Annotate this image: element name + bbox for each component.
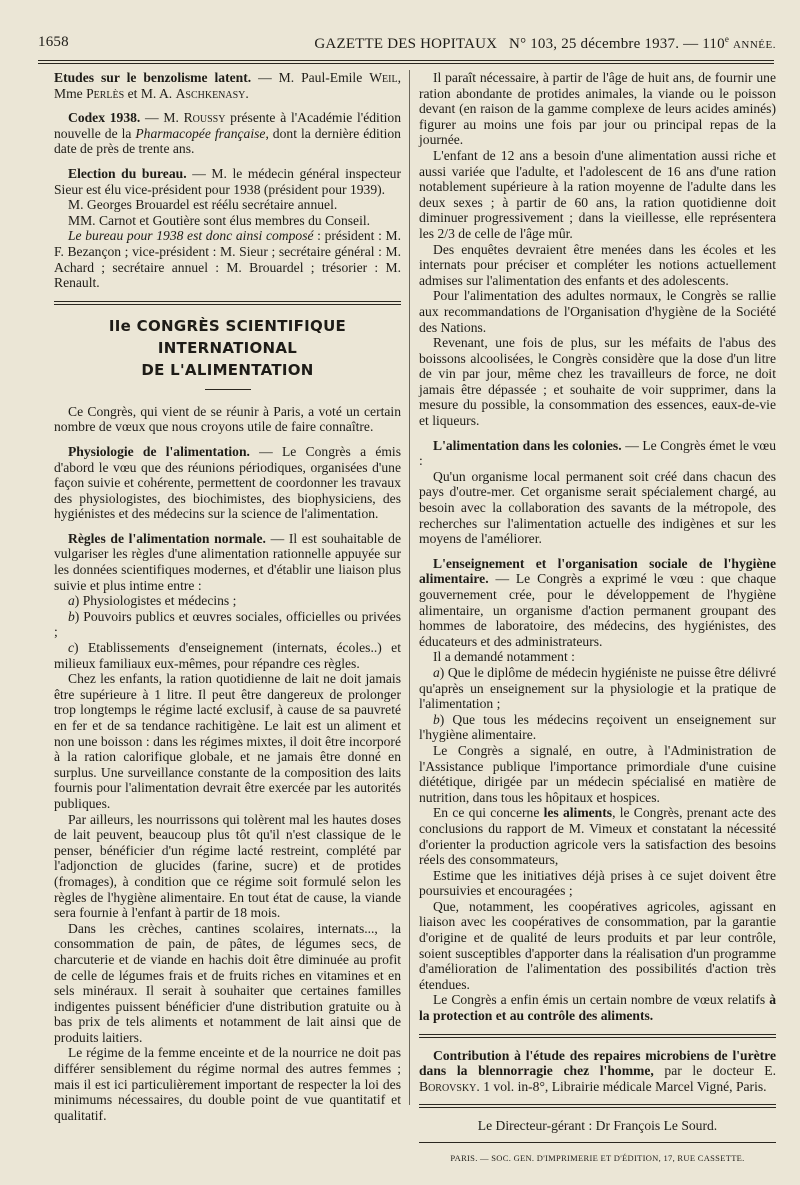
header-rule (38, 60, 774, 61)
intro-paragraph: Ce Congrès, qui vient de se réunir à Paris, a voté un certain nombre de vœux que nous croyons utile de faire connaître. (54, 403, 401, 435)
enfin-bold: à la protection et au contrôle des aliments. (419, 992, 776, 1024)
enseignement-title: L'enseignement et l'organisation sociale de l'hygiène alimentaire. (419, 555, 776, 587)
adultes-paragraph: Pour l'alimentation des adultes normaux, le Congrès se rallie aux recommandations de l'Organisation d'hygiène de la Société des Nations. (419, 288, 776, 335)
regles-a-letter: a (68, 593, 75, 609)
issue-sup: e (724, 34, 730, 44)
physio-text: — Le Congrès a émis d'abord le vœu que des réunions périodiques, organisées d'une façon suivie et cohérente, permettent de coordonner les travaux des physiologistes, des biochimistes, des biophysiciens, des hygiénistes et des médecins sur la science de l'alimentation. (54, 443, 401, 522)
enquetes-paragraph: Des enquêtes devraient être menées dans les écoles et les internats pour préciser et compléter les notions actuellement admises sur l'alimentation des enfants et des adolescents. (419, 241, 776, 288)
election-p4 (54, 228, 401, 290)
aliments-text-2: , le Congrès, prenant acte des conclusions du rapport de M. Vimeux et constatant la nécessité d'orienter la production agricole vers la satisfaction des besoins réels des consommateurs, (419, 805, 777, 868)
demande-item-a (419, 665, 776, 712)
codex-text-2: présente à l'Académie l'édition nouvelle de la (54, 110, 401, 141)
benzolisme-name-2: Perlès (86, 85, 125, 101)
demande-a-text: ) Que le diplôme de médecin hygiéniste ne puisse être délivré qu'après un enseignement sur la physiologie et la pratique de l'alimentation ; (419, 664, 776, 712)
demande-a-letter: a (433, 664, 440, 680)
contribution-entry (419, 1048, 776, 1095)
column-separator (409, 70, 410, 1105)
election-entry (54, 166, 401, 197)
benzolisme-name-1: Weil (369, 70, 398, 85)
election-title: Election du bureau. (68, 165, 187, 181)
demande-item-b (419, 712, 776, 743)
regles-item-b (54, 609, 401, 640)
benzolisme-entry (54, 70, 401, 101)
colonies-title: L'alimentation dans les colonies. (433, 437, 622, 453)
election-p4-rest: : président : M. F. Bezançon ; vice-président : M. Sieur ; secrétaire général : M. Achard ; secrétaire annuel : M. Brouardel ; trésorier : M. Renault. (54, 228, 401, 291)
demande-b-text: ) Que tous les médecins reçoivent un enseignement sur l'hygiène alimentaire. (419, 711, 776, 743)
enfin-paragraph (419, 992, 776, 1023)
benzolisme-text-4: . (245, 85, 249, 101)
physio-entry (54, 444, 401, 522)
age-paragraph: Il paraît nécessaire, à partir de l'âge de huit ans, de fournir une ration abondante de protides animales, la viande ou le poisson devant (en raison de la gamme complexe de leurs acides aminés) figurer au moins une fois par jour ou principal repas de la journée. (419, 70, 776, 148)
femme-paragraph: Le régime de la femme enceinte et de la nourrice ne doit pas différer sensiblement du régime normal des autres femmes ; mais il est ici particulièrement important de respecter la loi des minimums nécessaires, du double point de vue quantitatif et qualitatif. (54, 1045, 401, 1123)
election-p3: MM. Carnot et Goutière sont élus membres du Conseil. (68, 212, 371, 228)
benzolisme-title: Etudes sur le benzolisme latent. (54, 70, 252, 85)
signature-divider (419, 1104, 776, 1108)
colonies-text: — Le Congrès émet le vœu : (419, 437, 776, 469)
regles-b-letter: b (68, 608, 75, 624)
enfants-paragraph: Chez les enfants, la ration quotidienne de lait ne doit jamais être supérieure à 1 litre. Il peut être dangereux de prolonger trop longtemps le régime lacté exclusif, à cause de sa pauvreté en fer et de sa tendance rachitigène. Le lait est un aliment et non une boisson : dans les régimes mixtes, il doit être incorporé à la ration calorifique globale, et ne jamais être donné en surplus. Une surveillance constante de la composition des laits fournis pour l'alimentation devrait être exercée par les autorités publiques. (54, 671, 401, 811)
enseignement-text: — Le Congrès a exprimé le vœu : que chaque gouvernement crée, pour le développement de l'hygiène alimentaire, un organisme d'action permanent groupant des hommes de laboratoire, des médecins, des hygiénistes, des éducateurs et des administrateurs. (419, 571, 776, 649)
regles-title: Règles de l'alimentation normale. (68, 530, 266, 546)
section-title-line-1: IIe CONGRÈS SCIENTIFIQUE INTERNATIONAL (108, 316, 347, 357)
que-paragraph: Que, notamment, les coopératives agricoles, agissant en liaison avec les coopératives de consommation, par la garantie d'origine et de qualité de leurs produits et par leur contrôle, soient susceptibles d'apporter dans la réalisation d'un programme d'amélioration de l'alimentation des possibilités d'action très étendues. (419, 898, 776, 992)
regles-text: — Il est souhaitable de vulgariser les règles d'une alimentation rationnelle appuyée sur les données scientifiques modernes, et d'établir une liaison plus suivie et plus intime entre : (54, 530, 401, 593)
codex-name: Roussy (183, 110, 226, 126)
contribution-title: Contribution à l'étude des repaires microbiens de l'urètre dans la blennorragie chez l'homme, (419, 1047, 776, 1079)
enfin-text: Le Congrès a enfin émis un certain nombre de vœux relatifs (433, 992, 770, 1008)
header-rule-secondary (38, 63, 774, 64)
estime-paragraph: Estime que les initiatives déjà prises à ce sujet doivent être poursuivies et encouragées ; (419, 867, 776, 899)
codex-text-3: , dont la dernière édition date de près de trente ans. (54, 125, 401, 157)
alcool-paragraph: Revenant, une fois de plus, sur les méfaits de l'abus des boissons alcoolisées, le Congrès considère que la dose d'un litre de vin par jour, même chez les travailleurs de force, ne doit jamais être dépassée ; et souhaite de voir supprimer, dans la mesure du possible, la consommation des essences, eaux-de-vie et liqueurs. (419, 335, 776, 429)
demande-paragraph: Il a demandé notamment : (433, 649, 575, 665)
contribution-author: Borovsky (419, 1078, 477, 1094)
contribution-divider (419, 1034, 776, 1038)
regles-c-letter: c (68, 640, 75, 656)
benzolisme-text-2: , Mme (54, 70, 401, 101)
page-number: 1658 (38, 34, 69, 50)
organisme-paragraph: Qu'un organisme local permanent soit créé dans chacun des pays d'outre-mer. Cet organisme serait spécialement chargé, au besoin avec la collaboration des savants de la métropole, des recherches sur l'alimentation actuelle des indigènes et sur les moyens de l'améliorer. (419, 468, 776, 547)
election-p2: M. Georges Brouardel est réélu secrétaire annuel. (68, 197, 338, 213)
printer-imprint: PARIS. — SOC. GEN. D'IMPRIMERIE ET D'ÉDITION, 17, RUE CASSETTE. (450, 1153, 745, 1163)
codex-text-1: — M. (140, 110, 184, 126)
signale-paragraph: Le Congrès a signalé, en outre, à l'Administration de l'Assistance publique l'importance primordiale d'une cuisine diététique, dirigée par un médecin spécialisé en matière de nutrition, dans tous les hôpitaux et hospices. (419, 742, 776, 805)
contribution-text-2: . 1 vol. in-8°, Librairie médicale Marcel Vigné, Paris. (476, 1078, 767, 1094)
director-signature: Le Directeur-gérant : Dr François Le Sourd. (477, 1118, 718, 1134)
regles-item-a (54, 593, 401, 609)
aliments-text-1: En ce qui concerne (433, 805, 544, 821)
election-p4-italic: Le bureau pour 1938 est donc ainsi composé (68, 228, 314, 244)
right-column (419, 70, 776, 1167)
creches-paragraph: Dans les crèches, cantines scolaires, internats..., la consommation de pain, de pâtes, de légumes secs, de charcuterie et de viande en hachis doit être diminuée au profit de celle de légumes frais et de fruits riches en vitamines et en sels minéraux. Il serait à souhaiter que certaines familles indigentes puissent bénéficier d'une distribution gratuite ou à bas prix de tels aliments et notamment de lait ainsi que de produits laitiers. (54, 920, 401, 1045)
regles-c-text: ) Etablissements d'enseignement (internats, écoles..) et milieux familiaux eux-mêmes, pour répandre ces règles. (54, 640, 401, 671)
regles-b-text: ) Pouvoirs publics et œuvres sociales, officielles ou privées ; (54, 608, 401, 640)
contribution-text-1: par le docteur E. (653, 1063, 776, 1079)
issue-info: N° 103, 25 décembre 1937. — 110 (509, 36, 725, 52)
enseignement-entry (419, 556, 776, 650)
title-short-rule (205, 389, 251, 390)
benzolisme-text-1: — M. Paul-Emile (251, 70, 370, 85)
aliments-bold: les aliments (543, 805, 613, 821)
imprint-rule (419, 1142, 776, 1143)
journal-title: GAZETTE DES HOPITAUX (314, 36, 498, 52)
codex-title: Codex 1938. (68, 110, 141, 126)
colonies-entry (419, 438, 776, 469)
page-header (36, 34, 776, 56)
left-column (54, 70, 401, 1123)
running-title (314, 34, 776, 53)
benzolisme-name-3: Aschkenasy (175, 85, 246, 101)
benzolisme-text-3: et M. A. (124, 85, 176, 101)
nourrissons-paragraph: Par ailleurs, les nourrissons qui tolèrent mal les hautes doses de lait peuvent, beaucoup plus tôt qu'il n'est classique de le penser, bénéficier d'un régime lacté restreint, complété par l'adjonction de glucides (farine, sucre) et de protides (fromages), à condition que ce régime soit formulé selon les règles de l'hygiène alimentaire. En tout état de cause, la viande sera fournie à l'enfant à partir de 18 mois. (54, 811, 401, 921)
election-text: — M. le médecin général inspecteur Sieur est élu vice-président pour 1938 (président pour 1939). (54, 165, 401, 197)
aliments-paragraph (419, 805, 776, 867)
section-divider (54, 301, 401, 305)
physio-title: Physiologie de l'alimentation. (68, 443, 250, 459)
codex-italic: Pharmacopée française (135, 125, 266, 141)
section-title-line-2: DE L'ALIMENTATION (141, 360, 314, 379)
regles-a-text: ) Physiologistes et médecins ; (74, 593, 237, 609)
regles-item-c (54, 640, 401, 671)
regles-entry (54, 531, 401, 593)
year-label: ANNÉE. (732, 39, 776, 51)
enfant12-paragraph: L'enfant de 12 ans a besoin d'une alimentation aussi riche et aussi variée que l'adulte, et l'adolescent de 16 ans d'une ration notablement supérieure à la ration moyenne de l'adulte dans les deux sexes ; à partir de 60 ans, la ration quotidienne doit diminuer progressivement ; dans la vieillesse, elle représentera les 2/3 de celle de l'âge mûr. (419, 147, 776, 241)
demande-b-letter: b (433, 711, 440, 727)
codex-entry (54, 110, 401, 157)
